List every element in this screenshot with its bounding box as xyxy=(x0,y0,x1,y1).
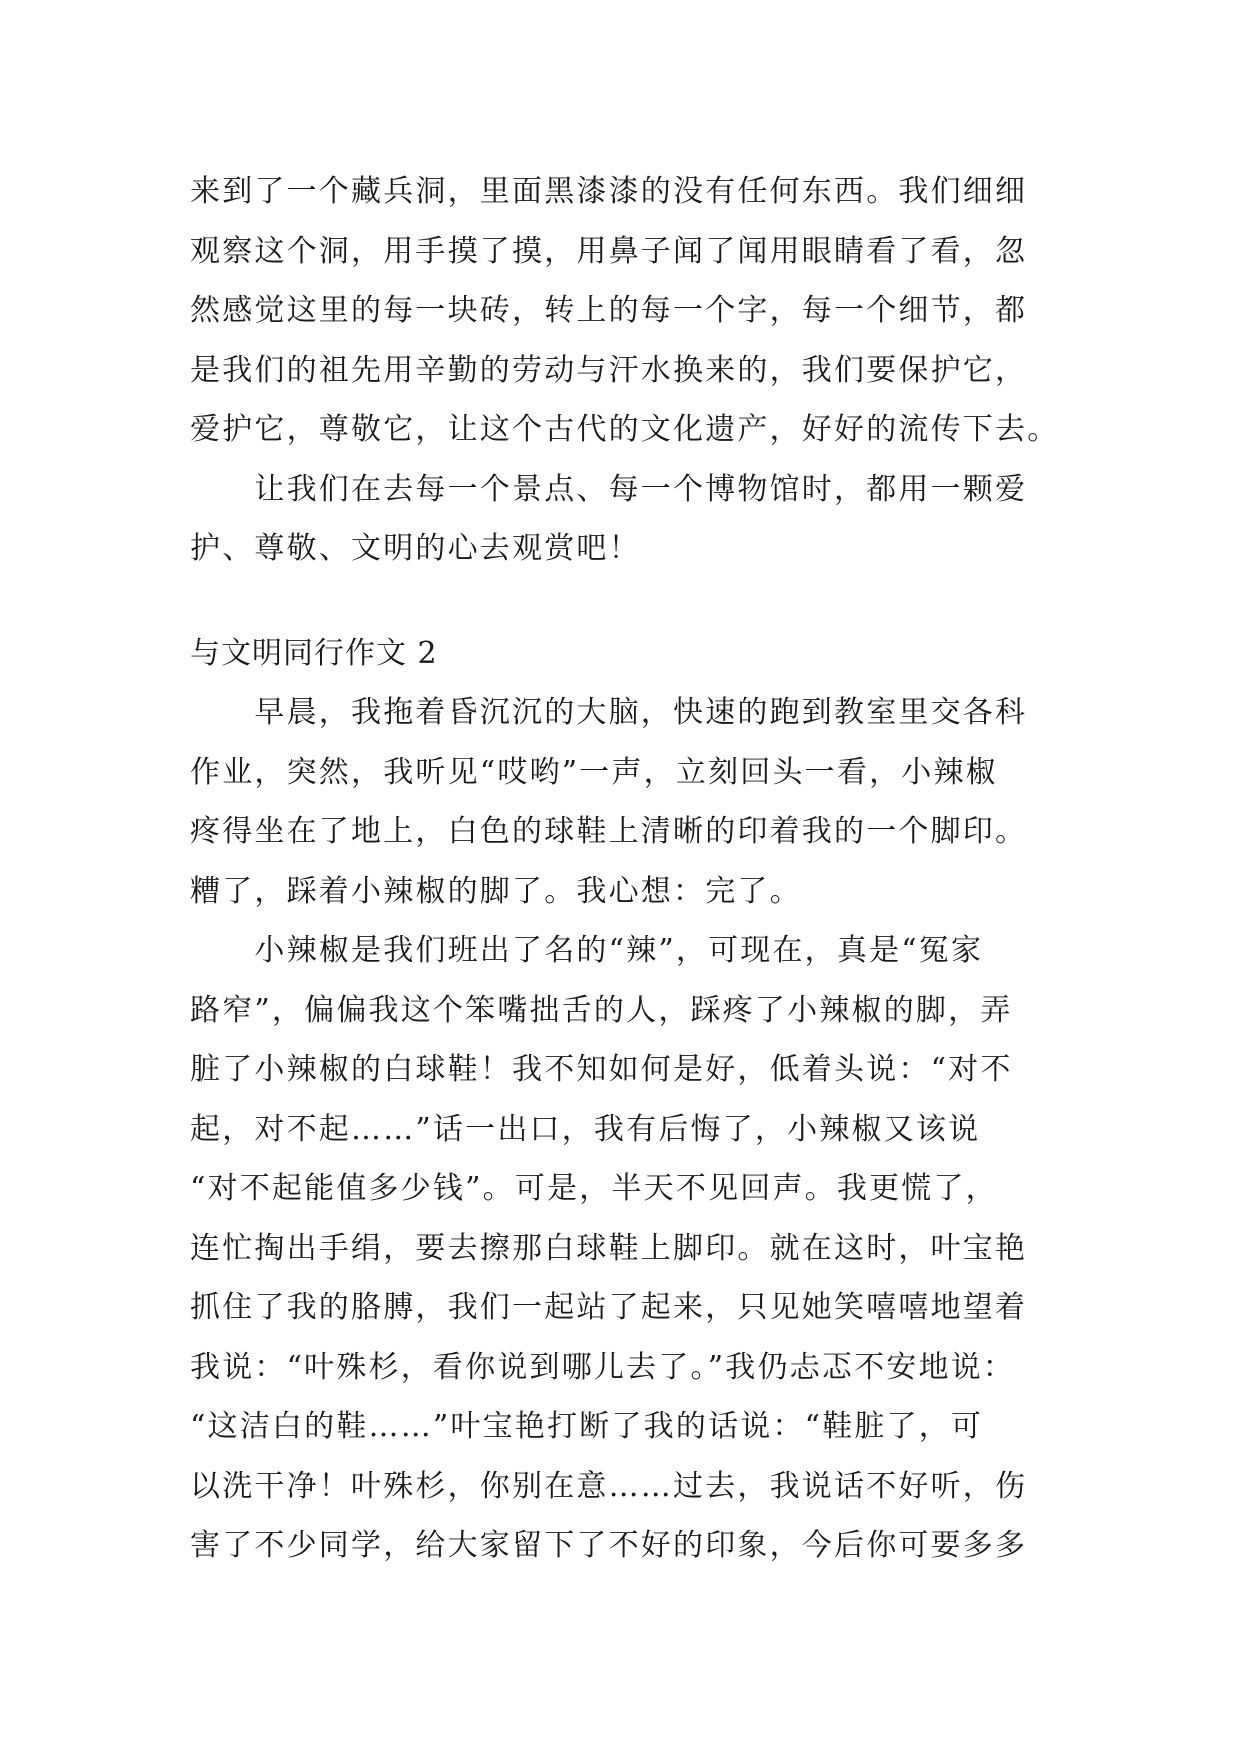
text-line: 我说：“叶殊杉，看你说到哪儿去了。”我仍忐忑不安地说： xyxy=(190,1349,1016,1385)
text-line: 是我们的祖先用辛勤的劳动与汗水换来的，我们要保护它， xyxy=(190,352,1028,388)
text-line: 作业，突然，我听见“哎哟”一声，立刻回头一看，小辣椒 xyxy=(190,754,998,790)
text-line: 然感觉这里的每一块砖，转上的每一个字，每一个细节，都 xyxy=(190,293,1028,328)
text-line: 护、尊敬、文明的心去观赏吧！ xyxy=(190,531,641,566)
essay-text-part-2 xyxy=(190,683,1070,1576)
text-line: 小辣椒是我们班出了名的“辣”，可现在，真是“冤家 xyxy=(190,933,984,968)
text-line: 脏了小辣椒的白球鞋！我不知如何是好，低着头说：“对不 xyxy=(190,1052,1013,1087)
text-line: 路窄”，偏偏我这个笨嘴拙舌的人，踩疼了小辣椒的脚，弄 xyxy=(190,992,1013,1028)
text-line: 以洗干净！叶殊杉，你别在意……过去，我说话不好听，伤 xyxy=(190,1468,1028,1504)
text-line: 连忙掏出手绢，要去擦那白球鞋上脚印。就在这时，叶宝艳 xyxy=(190,1230,1028,1266)
text-line: 让我们在去每一个景点、每一个博物馆时，都用一颗爱 xyxy=(190,471,1028,507)
text-line: 观察这个洞，用手摸了摸，用鼻子闻了闻用眼睛看了看，忽 xyxy=(190,233,1028,269)
essay-text-part-1 xyxy=(190,162,1070,579)
text-line: 早晨，我拖着昏沉沉的大脑，快速的跑到教室里交各科 xyxy=(190,695,1028,730)
text-line: 抓住了我的胳膊，我们一起站了起来，只见她笑嘻嘻地望着 xyxy=(190,1290,1028,1325)
text-line: “这洁白的鞋……”叶宝艳打断了我的话说：“鞋脏了，可 xyxy=(190,1409,984,1444)
text-line: 糟了，踩着小辣椒的脚了。我心想：完了。 xyxy=(190,873,802,909)
text-line: 爱护它，尊敬它，让这个古代的文化遗产，好好的流传下去。 xyxy=(190,412,1060,447)
text-line: 害了不少同学，给大家留下了不好的印象，今后你可要多多 xyxy=(190,1528,1028,1563)
essay-title: 与文明同行作文 2 xyxy=(190,636,438,671)
text-line: 疼得坐在了地上，白色的球鞋上清晰的印着我的一个脚印。 xyxy=(190,814,1028,849)
text-line: 来到了一个藏兵洞，里面黑漆漆的没有任何东西。我们细细 xyxy=(190,174,1028,209)
text-line: “对不起能值多少钱”。可是，半天不见回声。我更慌了， xyxy=(190,1171,998,1206)
text-line: 起，对不起……”话一出口，我有后悔了，小辣椒又该说 xyxy=(190,1111,981,1147)
